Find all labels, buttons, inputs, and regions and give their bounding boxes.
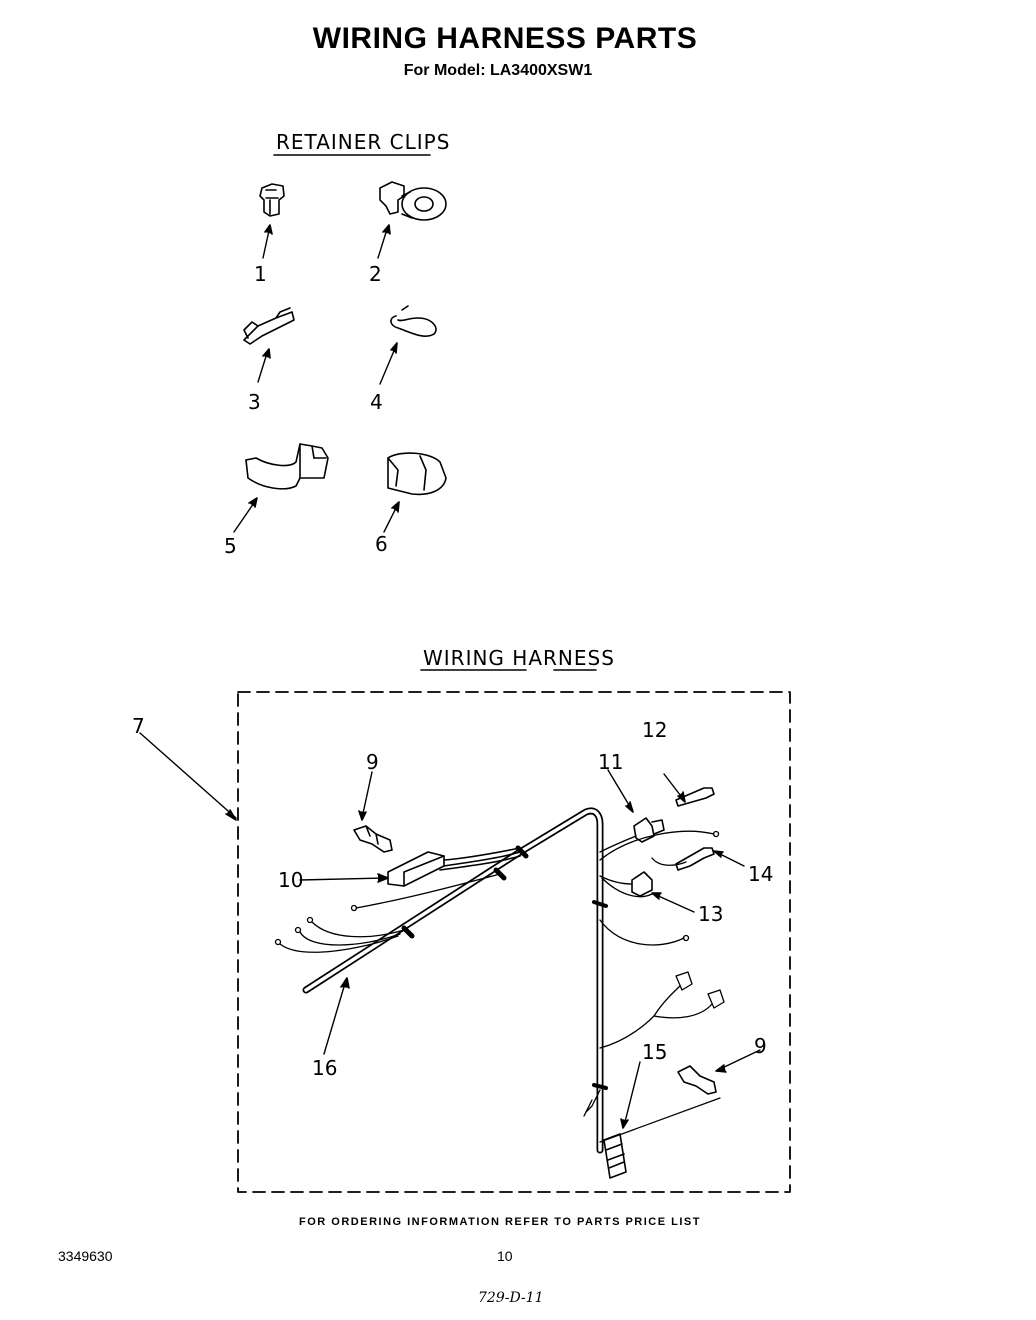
- leader-7: [140, 733, 236, 818]
- callout-7: 7: [132, 714, 145, 738]
- callout-6: 6: [375, 532, 388, 556]
- retainer-clip-5-drawing: [234, 444, 328, 532]
- terminal-9-upper-drawing: [354, 772, 392, 852]
- callout-1: 1: [254, 262, 267, 286]
- callout-3: 3: [248, 390, 261, 414]
- callout-15: 15: [642, 1040, 668, 1064]
- connector-10-drawing: [300, 848, 520, 886]
- retainer-clips-heading: RETAINER CLIPS: [276, 130, 451, 154]
- page-number: 10: [497, 1248, 513, 1264]
- page-title: WIRING HARNESS PARTS: [312, 22, 698, 55]
- callout-9-lower: 9: [754, 1034, 767, 1058]
- terminal-14-drawing: [600, 831, 744, 870]
- callout-13: 13: [698, 902, 724, 926]
- retainer-clip-4-drawing: [380, 306, 436, 384]
- retainer-clip-6-drawing: [384, 453, 446, 532]
- model-subtitle: For Model: LA3400XSW1: [403, 62, 593, 79]
- callout-4: 4: [370, 390, 383, 414]
- callout-12: 12: [642, 718, 668, 742]
- retainer-clip-3-drawing: [244, 308, 294, 382]
- revision-code: 729-D-11: [478, 1290, 544, 1306]
- callout-5: 5: [224, 534, 237, 558]
- retainer-clip-2-drawing: [378, 182, 446, 258]
- callout-16: 16: [312, 1056, 338, 1080]
- document-number: 3349630: [58, 1248, 113, 1264]
- retainer-clip-1-drawing: [260, 184, 284, 258]
- main-harness-trunk: [306, 811, 606, 1150]
- connector-11-drawing: [600, 770, 664, 852]
- callout-2: 2: [369, 262, 382, 286]
- callout-11: 11: [598, 750, 624, 774]
- callout-14: 14: [748, 862, 774, 886]
- harness-box-outline: [238, 692, 790, 1192]
- leader-16: [324, 980, 346, 1054]
- wiring-harness-heading: WIRING HARNESS: [423, 646, 615, 670]
- ordering-info-note: FOR ORDERING INFORMATION REFER TO PARTS PRICE LIST: [299, 1216, 701, 1228]
- callout-9-upper: 9: [366, 750, 379, 774]
- callout-10: 10: [278, 868, 304, 892]
- terminal-9-lower-drawing: [600, 1050, 760, 1142]
- connector-13-drawing: [600, 872, 694, 912]
- connector-15-drawing: [604, 1062, 640, 1178]
- terminal-12-drawing: [664, 774, 714, 806]
